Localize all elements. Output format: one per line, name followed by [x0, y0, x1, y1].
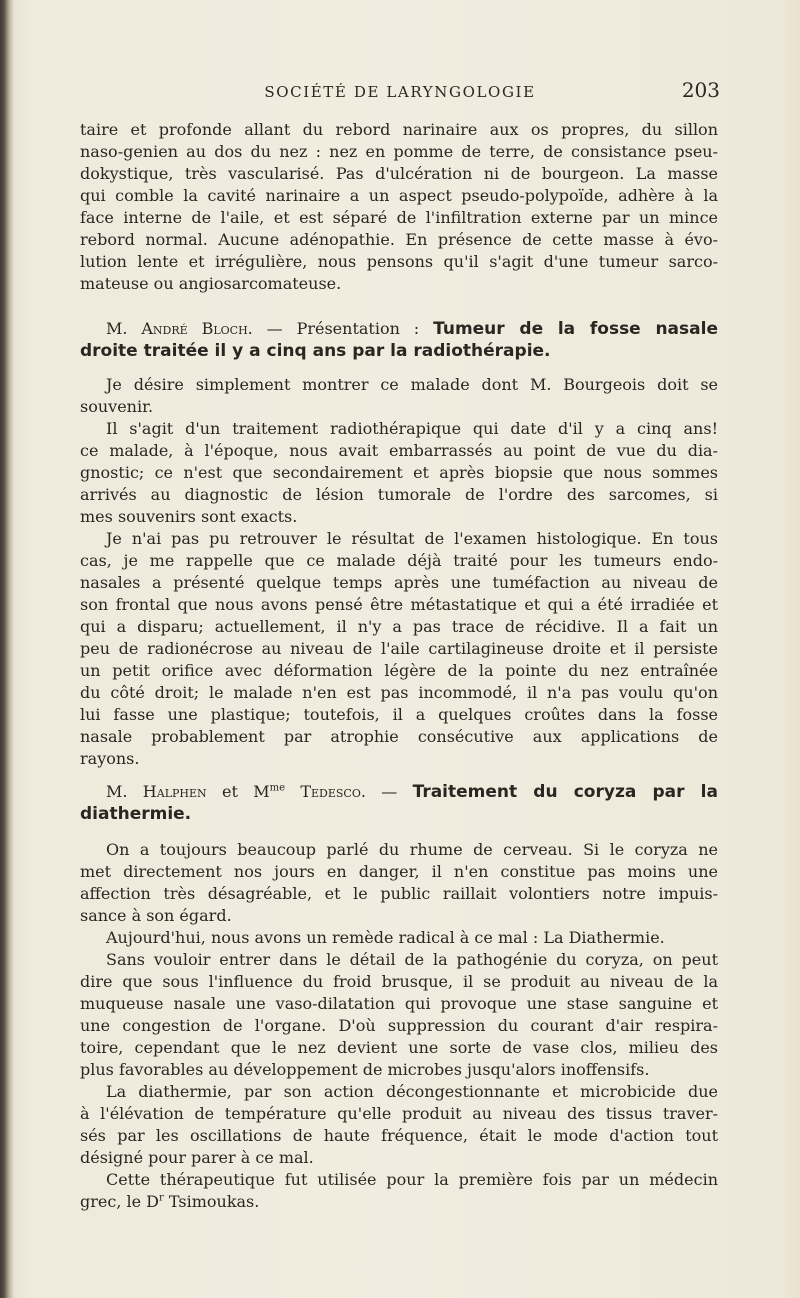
section-title-part2: droite traitée il y a cinq ans par la radiothérapie.: [80, 341, 551, 361]
text-line: cas, je me rappelle que ce malade déjà traité pour les tumeurs endo-: [80, 551, 718, 570]
heading-dash: — Présentation :: [266, 319, 420, 338]
author-name-2: Tedesco.: [300, 782, 366, 801]
text-line: dokystique, très vascularisé. Pas d'ulcération ni de bourgeon. La masse: [80, 164, 718, 183]
heading-line: [80, 340, 718, 362]
text-line: à l'élévation de température qu'elle produit au niveau des tissus traver-: [80, 1104, 718, 1123]
section1-body: [80, 374, 718, 770]
heading-line: [80, 318, 718, 340]
text-line: sance à son égard.: [80, 906, 232, 925]
text-line: met directement nos jours en danger, il n'en constitue pas moins une: [80, 862, 718, 881]
text-line: naso-genien au dos du nez : nez en pomme de terre, de consistance pseu-: [80, 142, 718, 161]
text-line: une congestion de l'organe. D'où suppression du courant d'air respira-: [80, 1016, 718, 1035]
text-line: son frontal que nous avons pensé être métastatique et qui a été irradiée et: [80, 595, 718, 614]
text-line: rebord normal. Aucune adénopathie. En présence de cette masse à évo-: [80, 230, 718, 249]
page-number: 203: [681, 78, 720, 102]
section-heading-halphen: [80, 781, 718, 825]
author-prefix: M.: [106, 782, 128, 801]
text-line: sés par les oscillations de haute fréquence, était le mode d'action tout: [80, 1126, 718, 1145]
text-line: souvenir.: [80, 397, 154, 416]
author-name: André Bloch.: [141, 319, 253, 338]
text-line: lution lente et irrégulière, nous pensons qu'il s'agit d'une tumeur sarco-: [80, 252, 718, 271]
text-line: nasale probablement par atrophie consécutive aux applications de: [80, 727, 718, 746]
text-line: un petit orifice avec déformation légère de la pointe du nez entraînée: [80, 661, 718, 680]
superscript: r: [159, 1192, 164, 1204]
heading-line: [80, 781, 718, 803]
running-header: [80, 78, 720, 106]
continuation-paragraph: [80, 119, 718, 295]
text-line: toire, cependant que le nez devient une sorte de vase clos, milieu des: [80, 1038, 718, 1057]
text-line: arrivés au diagnostic de lésion tumorale de l'ordre des sarcomes, si: [80, 485, 718, 504]
text-line: qui a disparu; actuellement, il n'y a pas trace de récidive. Il a fait un: [80, 617, 718, 636]
text-line: rayons.: [80, 749, 140, 768]
text-line: muqueuse nasale une vaso-dilatation qui provoque une stase sanguine et: [80, 994, 718, 1013]
heading-line: [80, 803, 718, 825]
text-line: lui fasse une plastique; toutefois, il a quelques croûtes dans la fosse: [80, 705, 718, 724]
text-line: affection très désagréable, et le public raillait volontiers notre impuis-: [80, 884, 718, 903]
text-line: mateuse ou angiosarcomateuse.: [80, 274, 342, 293]
conjunction: et $M^{me}$: [221, 782, 285, 801]
text-line: La diathermie, par son action décongestionnante et microbicide due: [106, 1082, 718, 1101]
section-title-part1: Traitement du coryza par la: [412, 782, 718, 802]
section2-body: [80, 839, 718, 1213]
text-line: du côté droit; le malade n'en est pas incommodé, il n'a pas voulu qu'on: [80, 683, 718, 702]
superscript: me: [269, 782, 285, 794]
text-line: nasales a présenté quelque temps après une tuméfaction au niveau de: [80, 573, 718, 592]
section-title-part2: diathermie.: [80, 804, 192, 824]
text-line: Sans vouloir entrer dans le détail de la pathogénie du coryza, on peut: [106, 950, 718, 969]
text-line: mes souvenirs sont exacts.: [80, 507, 298, 526]
section-title-part1: Tumeur de la fosse nasale: [433, 319, 718, 339]
text-line: Il s'agit d'un traitement radiothérapique qui date d'il y a cinq ans!: [106, 419, 718, 438]
text-line: Je n'ai pas pu retrouver le résultat de l'examen histologique. En tous: [106, 529, 718, 548]
text-line: désigné pour parer à ce mal.: [80, 1148, 314, 1167]
text-line: peu de radionécrose au niveau de l'aile cartilagineuse droite et il persiste: [80, 639, 718, 658]
section-heading-bloch: [80, 318, 718, 362]
running-title: SOCIÉTÉ DE LARYNGOLOGIE: [264, 83, 536, 101]
text-line: dire que sous l'influence du froid brusque, il se produit au niveau de la: [80, 972, 718, 991]
text-line: On a toujours beaucoup parlé du rhume de cerveau. Si le coryza ne: [106, 840, 718, 859]
text-line: face interne de l'aile, et est séparé de l'infiltration externe par un mince: [80, 208, 718, 227]
text-line: taire et profonde allant du rebord narinaire aux os propres, du sillon: [80, 120, 718, 139]
text-line: plus favorables au développement de microbes jusqu'alors inoffensifs.: [80, 1060, 650, 1079]
text-line: grec, le $D^r$ Tsimoukas.: [80, 1192, 260, 1211]
text-line: Cette thérapeutique fut utilisée pour la première fois par un médecin: [106, 1170, 718, 1189]
author-prefix: M.: [106, 319, 128, 338]
author-name-1: Halphen: [142, 782, 207, 801]
text-line: Je désire simplement montrer ce malade dont M. Bourgeois doit se: [106, 375, 718, 394]
text-line: Aujourd'hui, nous avons un remède radical à ce mal : La Diathermie.: [106, 928, 665, 947]
binding-shadow: [0, 0, 14, 1298]
text-line: qui comble la cavité narinaire a un aspect pseudo-polypoïde, adhère à la: [80, 186, 718, 205]
text-line: gnostic; ce n'est que secondairement et après biopsie que nous sommes: [80, 463, 718, 482]
text-line: ce malade, à l'époque, nous avait embarrassés au point de vue du dia-: [80, 441, 718, 460]
heading-dash: —: [381, 782, 398, 801]
